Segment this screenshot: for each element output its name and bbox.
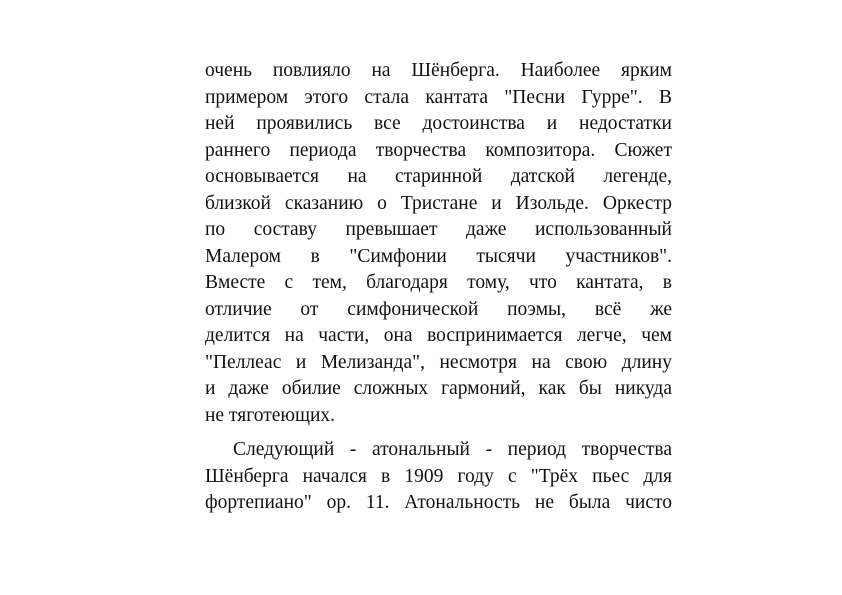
paragraph-spacer — [205, 429, 672, 437]
text-block — [205, 58, 672, 517]
text-line: близкой сказанию о Тристане и Изольде. Оркестр — [205, 192, 672, 214]
text-line: Шёнберга начался в 1909 году с "Трёх пьес для — [205, 465, 672, 487]
paragraph-2 — [205, 437, 672, 517]
text-line: по составу превышает даже использованный — [205, 219, 672, 240]
text-line: Малером в "Симфонии тысячи участников". — [205, 245, 672, 267]
text-line: не тяготеющих. — [205, 404, 336, 426]
text-line: Следующий - атональный - период творчества — [233, 439, 672, 460]
text-line: ней проявились все достоинства и недостатки — [205, 113, 672, 134]
text-line: делится на части, она воспринимается легче, чем — [205, 325, 672, 346]
text-line: и даже обилие сложных гармоний, как бы никуда — [205, 378, 672, 399]
paragraph-1 — [205, 58, 672, 429]
text-line: очень повлияло на Шёнберга. Наиболее ярким — [205, 60, 672, 81]
text-line: Вместе с тем, благодаря тому, что кантата, в — [205, 272, 672, 293]
text-line: отличие от симфонической поэмы, всё же — [205, 298, 672, 320]
text-line: фортепиано" ор. 11. Атональность не была чисто — [205, 492, 672, 513]
text-line: примером этого стала кантата "Песни Гурре". В — [205, 86, 672, 108]
text-line: "Пеллеас и Мелизанда", несмотря на свою длину — [205, 351, 672, 373]
text-line: раннего периода творчества композитора. Сюжет — [205, 139, 672, 161]
text-line: основывается на старинной датской легенде, — [205, 166, 672, 187]
